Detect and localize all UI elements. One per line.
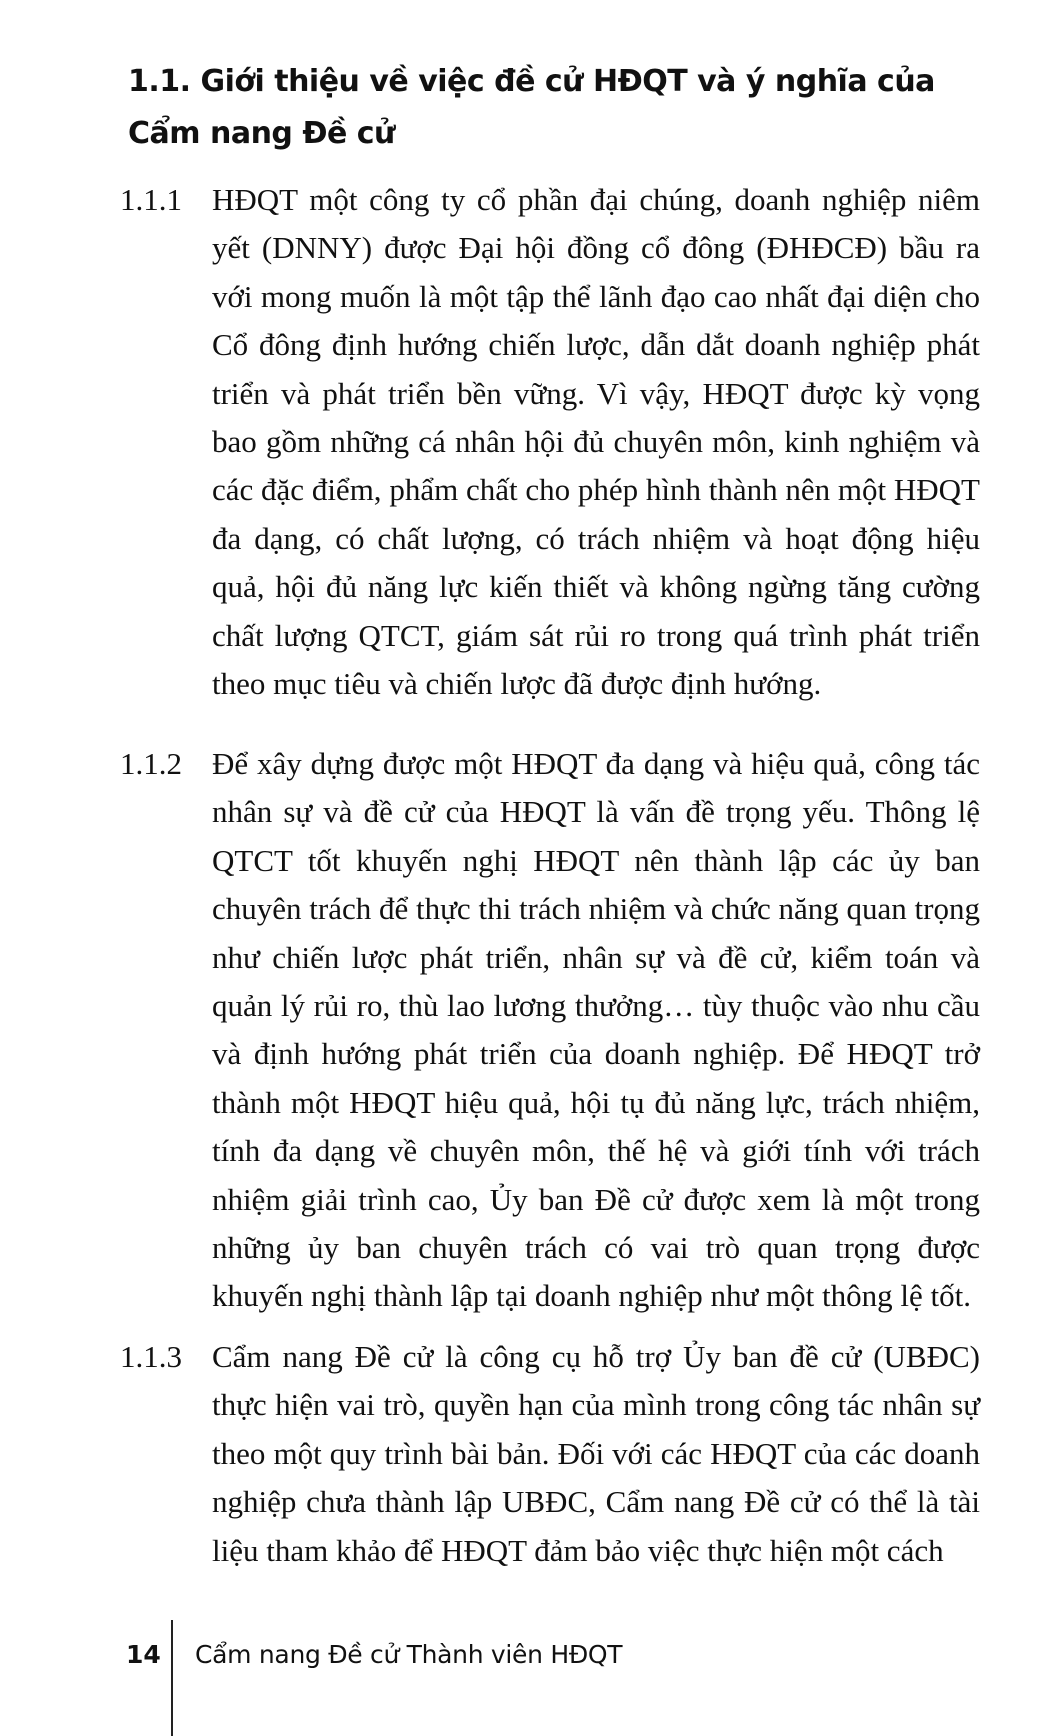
- running-title: Cẩm nang Đề cử Thành viên HĐQT: [195, 1640, 623, 1669]
- paragraph-text: HĐQT một công ty cổ phần đại chúng, doanh nghiệp niêm yết (DNNY) được Đại hội đồng cổ đông (ĐHĐCĐ) bầu ra với mong muốn là một tập thể lãnh đạo cao nhất đại diện cho Cổ đông định hướng chiến lược, dẫn dắt doanh nghiệp phát triển và phát triển bền vững. Vì vậy, HĐQT được kỳ vọng bao gồm những cá nhân hội đủ chuyên môn, kinh nghiệm và các đặc điểm, phẩm chất cho phép hình thành nên một HĐQT đa dạng, có chất lượng, có trách nhiệm và hoạt động hiệu quả, hội đủ năng lực kiến thiết và không ngừng tăng cường chất lượng QTCT, giám sát rủi ro trong quá trình phát triển theo mục tiêu và chiến lược đã được định hướng.: [212, 182, 980, 702]
- paragraph-1-1-2: [120, 740, 980, 1321]
- section-heading: [128, 56, 988, 160]
- paragraph-1-1-3: [120, 1333, 980, 1575]
- paragraph-number: 1.1.3: [120, 1339, 182, 1374]
- paragraph-number: 1.1.1: [120, 182, 182, 217]
- paragraph-number: 1.1.2: [120, 746, 182, 781]
- paragraph-text: Cẩm nang Đề cử là công cụ hỗ trợ Ủy ban đề cử (UBĐC) thực hiện vai trò, quyền hạn của mình trong công tác nhân sự theo một quy trình bài bản. Đối với các HĐQT của các doanh nghiệp chưa thành lập UBĐC, Cẩm nang Đề cử có thể là tài liệu tham khảo để HĐQT đảm bảo việc thực hiện một cách: [212, 1339, 980, 1568]
- page-footer: [0, 1620, 1052, 1736]
- paragraph-text: Để xây dựng được một HĐQT đa dạng và hiệu quả, công tác nhân sự và đề cử của HĐQT là vấn đề trọng yếu. Thông lệ QTCT tốt khuyến nghị HĐQT nên thành lập các ủy ban chuyên trách để thực thi trách nhiệm và chức năng quan trọng như chiến lược phát triển, nhân sự và đề cử, kiểm toán và quản lý rủi ro, thù lao lương thưởng… tùy thuộc vào nhu cầu và định hướng phát triển của doanh nghiệp. Để HĐQT trở thành một HĐQT hiệu quả, hội tụ đủ năng lực, trách nhiệm, tính đa dạng về chuyên môn, thế hệ và giới tính với trách nhiệm giải trình cao, Ủy ban Đề cử được xem là một trong những ủy ban chuyên trách có vai trò quan trọng được khuyến nghị thành lập tại doanh nghiệp như một thông lệ tốt.: [212, 746, 980, 1314]
- section-heading-line-1: 1.1. Giới thiệu về việc đề cử HĐQT và ý nghĩa của: [128, 64, 935, 99]
- page-number: 14: [126, 1640, 161, 1669]
- footer-divider: [171, 1620, 173, 1736]
- paragraph-1-1-1: [120, 176, 980, 708]
- section-heading-line-2: Cẩm nang Đề cử: [128, 116, 395, 151]
